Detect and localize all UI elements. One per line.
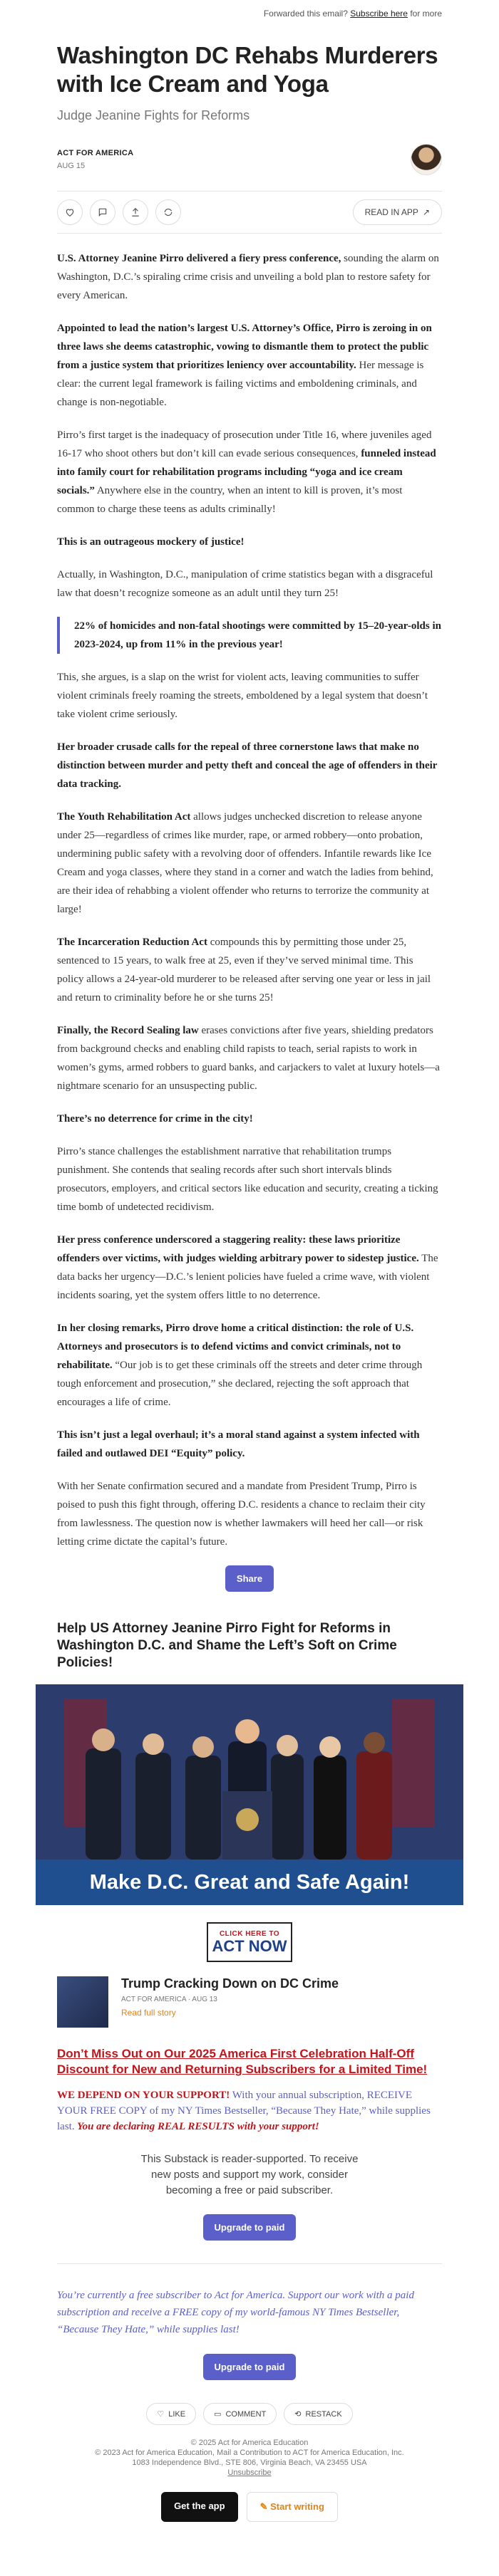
p15-bold: This isn’t just a legal overhaul; it’s a moral stand against a system infected with failed and outlawed DEI “Equity” policy. bbox=[57, 1429, 420, 1459]
post-actions bbox=[57, 191, 442, 234]
author-name[interactable]: ACT FOR AMERICA bbox=[57, 149, 134, 157]
paragraph-11 bbox=[57, 1110, 442, 1128]
restack-label: RESTACK bbox=[305, 2409, 342, 2419]
offer-italic: You are declaring REAL RESULTS with your support! bbox=[74, 2121, 319, 2132]
offer-heading[interactable]: Don’t Miss Out on Our 2025 America First Celebration Half-Off Discount for New and Returning Subscribers for a Limited Time! bbox=[57, 2047, 428, 2076]
comment-label: COMMENT bbox=[225, 2409, 267, 2419]
p1-text: sounding the alarm on Washington, D.C.’s spiraling crime crisis and unveiling a bold plan to restore safety for every American. bbox=[57, 253, 439, 301]
paragraph-13 bbox=[57, 1231, 442, 1305]
paragraph-12: Pirro’s stance challenges the establishment narrative that rehabilitation trumps punishment. She contends that sealing records after such short intervals blinds prosecutors, employers, and critical sectors like education and security, creating a ticking time bomb of undetected recidivism. bbox=[57, 1146, 438, 1213]
paragraph-16: With her Senate confirmation secured and a mandate from President Trump, Pirro is poised to push this fight through, offering D.C. residents a chance to reclaim their city from lawlessness. The question now is whether lawmakers will heed her call—or risk letting crime dictate the capital’s future. bbox=[57, 1481, 426, 1548]
free-subscriber-note: You’re currently a free subscriber to Act for America. Support our work with a paid subscription and receive a FREE copy of my world-famous NY Times Bestseller, “Because They Hate,” while supplies last! bbox=[57, 2290, 414, 2335]
p14-text: “Our job is to get these criminals off the streets and deter crime through tough enforcement and prosecution,” she declared, rejecting the soft approach that encourages a life of crime. bbox=[57, 1360, 423, 1408]
paragraph-8 bbox=[57, 808, 442, 919]
related-post-author: ACT FOR AMERICA bbox=[121, 1996, 186, 2003]
read-in-app-button[interactable] bbox=[353, 199, 442, 225]
promo-heading: Help US Attorney Jeanine Pirro Fight for Reforms in Washington D.C. and Shame the Left’s Soft on Crime Policies! bbox=[57, 1621, 397, 1670]
comment-icon bbox=[98, 207, 108, 217]
blockquote bbox=[57, 617, 442, 654]
paragraph-6: This, she argues, is a slap on the wrist for violent acts, leaving communities to suffer violent criminals freely roaming the streets, emboldened by a legal system that doesn’t take violent crime seriously. bbox=[57, 672, 428, 720]
forward-notice bbox=[0, 0, 499, 21]
comment-button[interactable] bbox=[90, 199, 115, 225]
share-post-button[interactable]: Share bbox=[225, 1565, 274, 1592]
quote-text: 22% of homicides and non-fatal shootings were committed by 15–20-year-olds in 2023-2024, up from 11% in the previous year! bbox=[74, 620, 441, 650]
start-writing-label: Start writing bbox=[270, 2501, 324, 2512]
related-post-date: AUG 13 bbox=[192, 1996, 217, 2003]
get-the-app-button[interactable]: Get the app bbox=[161, 2492, 238, 2522]
p8-text: allows judges unchecked discretion to release anyone under 25—regardless of crimes like murder, rape, or armed robbery—onto probation, undermining public safety with a revolving door of offenders. Infantile rewards like Ice Cream and yoga classes, where they stand in a corner and watch the ladies from behind, are their idea of rehabbing a violent offender who returns to terrorize the community at large! bbox=[57, 811, 433, 915]
p3-bold: funneled instead into family court for rehabilitation programs including “yoga and ice cream socials.” bbox=[57, 448, 436, 496]
post-title[interactable]: Washington DC Rehabs Murderers with Ice Cream and Yoga bbox=[57, 42, 438, 97]
app-buttons bbox=[57, 2492, 442, 2522]
cta-line-2: ACT NOW bbox=[212, 1936, 287, 1955]
offer-bold: WE DEPEND ON YOUR SUPPORT! bbox=[57, 2090, 230, 2101]
p3-text-2: Anywhere else in the country, when an intent to kill is proven, it’s most common to charge these teens as adults criminally! bbox=[57, 485, 403, 515]
copyright-1: © 2025 Act for America Education bbox=[190, 2439, 309, 2447]
share-button[interactable] bbox=[123, 199, 148, 225]
forward-prefix: Forwarded this email? bbox=[263, 9, 348, 19]
p10-bold: Finally, the Record Sealing law bbox=[57, 1025, 199, 1036]
heart-icon: ♡ bbox=[157, 2410, 165, 2419]
p7-bold: Her broader crusade calls for the repeal of three cornerstone laws that make no distinction between murder and petty theft and conceal the age of offenders in their data tracking. bbox=[57, 741, 438, 790]
upgrade-to-paid-button-2[interactable]: Upgrade to paid bbox=[203, 2354, 297, 2380]
offer-text bbox=[57, 2087, 442, 2134]
paragraph-4 bbox=[57, 533, 442, 551]
related-post-card[interactable] bbox=[57, 1976, 442, 2028]
cta-line-1: CLICK HERE TO bbox=[219, 1929, 280, 1938]
footer-comment-button[interactable] bbox=[203, 2403, 277, 2425]
p2-bold: Appointed to lead the nation’s largest U.S. Attorney’s Office, Pirro is zeroing in on three laws she deems catastrophic, vowing to dismantle them to protect the public from a justice system that prioritizes leniency over accountability. bbox=[57, 323, 432, 371]
author-avatar[interactable] bbox=[411, 144, 442, 175]
related-post-thumbnail bbox=[57, 1976, 108, 2028]
paragraph-9 bbox=[57, 933, 442, 1007]
p4-bold: This is an outrageous mockery of justice! bbox=[57, 536, 245, 548]
p13-text: The data backs her urgency—D.C.’s lenient policies have fueled a crime wave, with violent incidents soaring, yet the system offers little to no deterrence. bbox=[57, 1253, 438, 1301]
post-date: AUG 15 bbox=[57, 162, 86, 170]
post-subtitle: Judge Jeanine Fights for Reforms bbox=[57, 108, 250, 122]
footer-restack-button[interactable] bbox=[284, 2403, 352, 2425]
address: 1083 Independence Blvd., STE 806, Virginia Beach, VA 23455 USA bbox=[132, 2458, 367, 2467]
related-post-meta: ACT FOR AMERICA · AUG 13 bbox=[121, 1996, 217, 2003]
paragraph-1 bbox=[57, 249, 442, 305]
p3-text: Pirro’s first target is the inadequacy of prosecution under Title 16, where juveniles aged 16-17 who shoot others but don’t kill can evade serious consequences, bbox=[57, 429, 432, 459]
divider bbox=[57, 2263, 442, 2264]
reader-supported-note: This Substack is reader-supported. To receive new posts and support my work, consider becoming a free or paid subscriber. bbox=[140, 2153, 359, 2196]
p14-bold: In her closing remarks, Pirro drove home a critical distinction: the role of U.S. Attorneys and prosecutors is to defend victims and convict criminals, not to rehabilitate. bbox=[57, 1323, 414, 1371]
paragraph-5: Actually, in Washington, D.C., manipulation of crime statistics began with a disgraceful law that doesn’t recognize someone as an adult until they turn 25! bbox=[57, 569, 433, 599]
act-now-button[interactable] bbox=[207, 1922, 292, 1962]
paragraph-3 bbox=[57, 426, 442, 518]
share-icon bbox=[130, 207, 140, 217]
p9-text: compounds this by permitting those under 25, sentenced to 15 years, to walk free at 25, even if they’ve served minimal time. This policy allows a 24-year-old murderer to be released after serving one year or less in jail and return to criminality before he or she turns 25! bbox=[57, 937, 431, 1003]
press-conference-illustration bbox=[36, 1684, 463, 1860]
comment-icon: ▭ bbox=[214, 2410, 222, 2419]
heart-icon bbox=[65, 207, 75, 217]
p8-bold: The Youth Rehabilitation Act bbox=[57, 811, 191, 823]
restack-button[interactable] bbox=[155, 199, 181, 225]
p2-text: Her message is clear: the current legal framework is failing victims and emboldening criminals, and change is non-negotiable. bbox=[57, 360, 424, 408]
footer-actions bbox=[57, 2403, 442, 2425]
arrow-up-right-icon: ↗ bbox=[422, 207, 430, 217]
related-post-title[interactable]: Trump Cracking Down on DC Crime bbox=[121, 1976, 339, 1991]
restack-icon bbox=[163, 207, 173, 217]
restack-icon: ⟲ bbox=[294, 2410, 302, 2419]
copyright-2: © 2023 Act for America Education, Mail a Contribution to ACT for America Education, Inc. bbox=[95, 2449, 404, 2457]
paragraph-15 bbox=[57, 1426, 442, 1463]
paragraph-10 bbox=[57, 1021, 442, 1095]
like-button[interactable] bbox=[57, 199, 83, 225]
p11-bold: There’s no deterrence for crime in the city! bbox=[57, 1113, 253, 1125]
offer-body: With your annual subscription, RECEIVE YOUR FREE COPY of my NY Times Bestseller, “Because They Hate,” while supplies last. bbox=[57, 2090, 431, 2132]
read-in-app-label: READ IN APP bbox=[364, 207, 418, 217]
promo-image[interactable] bbox=[36, 1684, 463, 1905]
forward-suffix: for more bbox=[410, 9, 442, 19]
upgrade-to-paid-button[interactable]: Upgrade to paid bbox=[203, 2214, 297, 2241]
p10-text: erases convictions after five years, shielding predators from background checks and enabling child rapists to teach, serial rapists to work in women’s gyms, armed robbers to guard banks, and carjackers to valet at luxury hotels—a nightmare scenario for an unsuspecting public. bbox=[57, 1025, 440, 1092]
like-label: LIKE bbox=[168, 2409, 186, 2419]
byline bbox=[57, 144, 442, 175]
paragraph-14 bbox=[57, 1319, 442, 1412]
paragraph-2 bbox=[57, 319, 442, 412]
paragraph-7 bbox=[57, 738, 442, 793]
footer-like-button[interactable] bbox=[146, 2403, 196, 2425]
p13-bold: Her press conference underscored a staggering reality: these laws prioritize offenders over victims, with judges wielding arbitrary power to sidestep justice. bbox=[57, 1234, 419, 1264]
pen-icon: ✎ bbox=[259, 2501, 271, 2512]
unsubscribe-link[interactable]: Unsubscribe bbox=[227, 2468, 272, 2477]
p1-bold: U.S. Attorney Jeanine Pirro delivered a fiery press conference, bbox=[57, 253, 341, 264]
subscribe-link[interactable]: Subscribe here bbox=[350, 9, 408, 19]
p9-bold: The Incarceration Reduction Act bbox=[57, 937, 207, 948]
promo-banner: Make D.C. Great and Safe Again! bbox=[36, 1860, 463, 1905]
post-body bbox=[57, 249, 442, 1551]
read-full-story-link[interactable]: Read full story bbox=[121, 2008, 176, 2018]
start-writing-button[interactable] bbox=[247, 2492, 338, 2522]
